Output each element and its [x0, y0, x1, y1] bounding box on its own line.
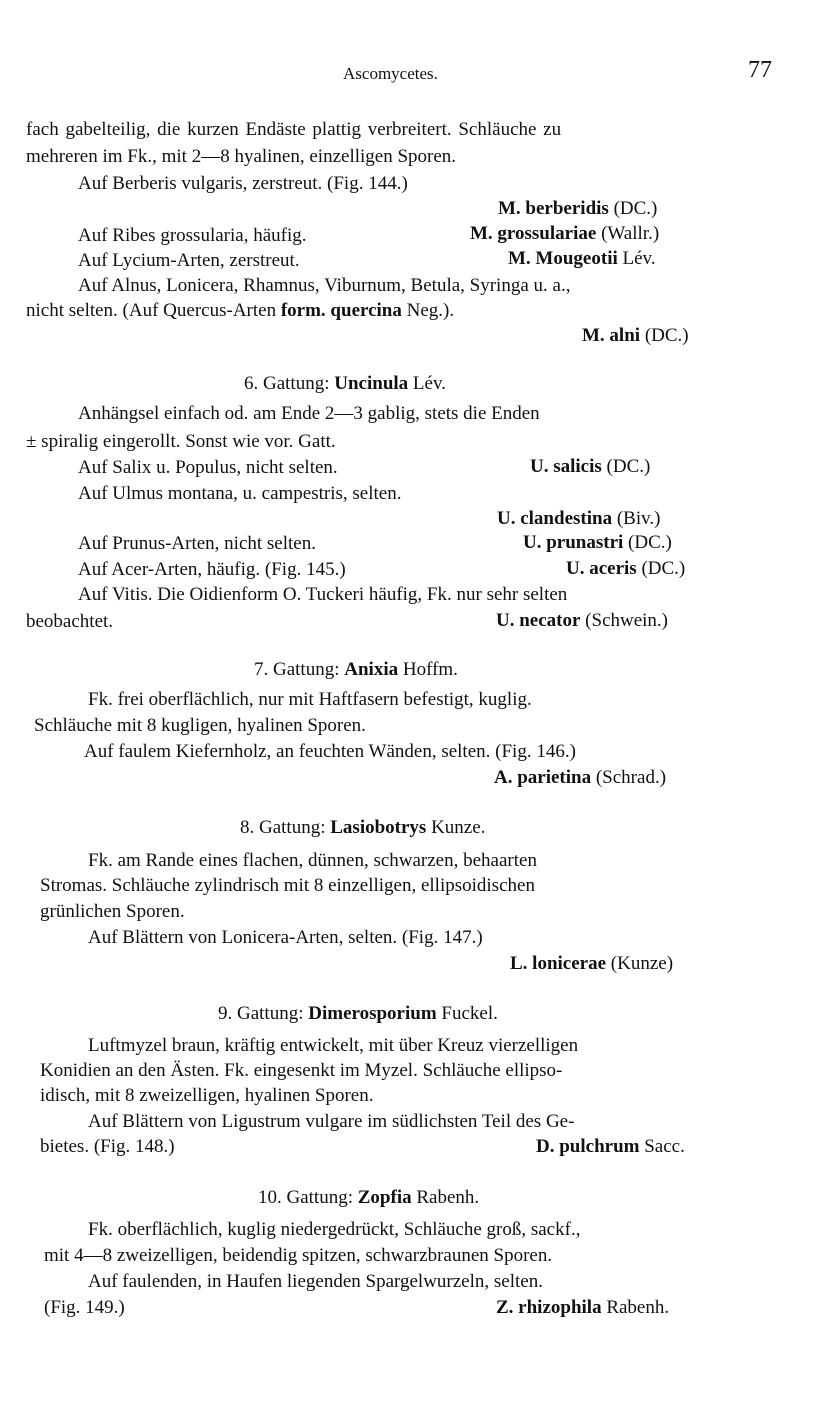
g6-line-4: Auf Ulmus montana, u. campestris, selten. [78, 483, 402, 504]
species-name-1: M. berberidis (DC.) [498, 198, 658, 219]
g10-species-1: Z. rhizophila Rabenh. [496, 1297, 670, 1318]
g7-line-1: Fk. frei oberflächlich, nur mit Haftfasern befestigt, kuglig. [88, 689, 532, 710]
intro-line-4: Auf Ribes grossularia, häufig. [78, 225, 307, 246]
g8-line-3: grünlichen Sporen. [40, 901, 185, 922]
genus-heading-9: 9. Gattung: Dimerosporium Fuckel. [218, 1003, 498, 1024]
g10-line-4: (Fig. 149.) [44, 1297, 125, 1318]
intro-line-2: mehreren im Fk., mit 2—8 hyalinen, einzelligen Sporen. [26, 146, 457, 167]
intro-line-3: Auf Berberis vulgaris, zerstreut. (Fig. 144.) [78, 173, 408, 194]
g9-line-4: Auf Blättern von Ligustrum vulgare im südlichsten Teil des Ge- [88, 1111, 575, 1132]
g8-species-1: L. lonicerae (Kunze) [510, 953, 674, 974]
genus-heading-7: 7. Gattung: Anixia Hoffm. [254, 659, 458, 680]
g9-line-5: bietes. (Fig. 148.) [40, 1136, 175, 1157]
g6-line-8: beobachtet. [26, 611, 114, 632]
g6-line-3: Auf Salix u. Populus, nicht selten. [78, 457, 338, 478]
g6-species-2: U. clandestina (Biv.) [497, 508, 661, 529]
g6-line-6: Auf Acer-Arten, häufig. (Fig. 145.) [78, 559, 346, 580]
species-name-2: M. grossulariae (Wallr.) [470, 223, 660, 244]
g8-line-4: Auf Blättern von Lonicera-Arten, selten. (Fig. 147.) [88, 927, 483, 948]
g7-line-2: Schläuche mit 8 kugligen, hyalinen Sporen. [34, 715, 366, 736]
page-number: 77 [748, 57, 772, 83]
species-name-4: M. alni (DC.) [582, 325, 689, 346]
g8-line-2: Stromas. Schläuche zylindrisch mit 8 einzelligen, ellipsoidischen [40, 875, 535, 896]
g6-line-5: Auf Prunus-Arten, nicht selten. [78, 533, 316, 554]
g9-line-1: Luftmyzel braun, kräftig entwickelt, mit über Kreuz vierzelligen [88, 1035, 579, 1056]
g7-line-3: Auf faulem Kiefernholz, an feuchten Wänden, selten. (Fig. 146.) [84, 741, 576, 762]
intro-line-5: Auf Lycium-Arten, zerstreut. [78, 250, 300, 271]
running-title: Ascomycetes. [343, 64, 438, 83]
g6-species-5: U. necator (Schwein.) [496, 610, 669, 631]
g10-line-3: Auf faulenden, in Haufen liegenden Spargelwurzeln, selten. [88, 1271, 543, 1292]
genus-heading-6: 6. Gattung: Uncinula Lév. [244, 373, 446, 394]
g6-species-3: U. prunastri (DC.) [523, 532, 672, 553]
g6-species-1: U. salicis (DC.) [530, 456, 651, 477]
genus-heading-10: 10. Gattung: Zopfia Rabenh. [258, 1187, 480, 1208]
intro-line-6: Auf Alnus, Lonicera, Rhamnus, Viburnum, Betula, Syringa u. a., [78, 275, 571, 296]
g9-line-2: Konidien an den Ästen. Fk. eingesenkt im Myzel. Schläuche ellipso- [40, 1060, 563, 1081]
intro-line-1: fach gabelteilig, die kurzen Endäste plattig verbreitert. Schläuche zu [26, 119, 562, 140]
g6-line-7: Auf Vitis. Die Oidienform O. Tuckeri häufig, Fk. nur sehr selten [78, 584, 568, 605]
intro-line-7: nicht selten. (Auf Quercus-Arten form. quercina Neg.). [26, 300, 455, 321]
g10-line-1: Fk. oberflächlich, kuglig niedergedrückt, Schläuche groß, sackf., [88, 1219, 581, 1240]
g7-species-1: A. parietina (Schrad.) [494, 767, 667, 788]
g10-line-2: mit 4—8 zweizelligen, beidendig spitzen, schwarzbraunen Sporen. [44, 1245, 553, 1266]
g6-line-2: ± spiralig eingerollt. Sonst wie vor. Gatt. [26, 431, 336, 452]
g6-line-1: Anhängsel einfach od. am Ende 2—3 gablig, stets die Enden [78, 403, 540, 424]
g8-line-1: Fk. am Rande eines flachen, dünnen, schwarzen, behaarten [88, 850, 537, 871]
genus-heading-8: 8. Gattung: Lasiobotrys Kunze. [240, 817, 486, 838]
species-name-3: M. Mougeotii Lév. [508, 248, 656, 269]
g9-line-3: idisch, mit 8 zweizelligen, hyalinen Sporen. [40, 1085, 374, 1106]
g9-species-1: D. pulchrum Sacc. [536, 1136, 685, 1157]
g6-species-4: U. aceris (DC.) [566, 558, 686, 579]
